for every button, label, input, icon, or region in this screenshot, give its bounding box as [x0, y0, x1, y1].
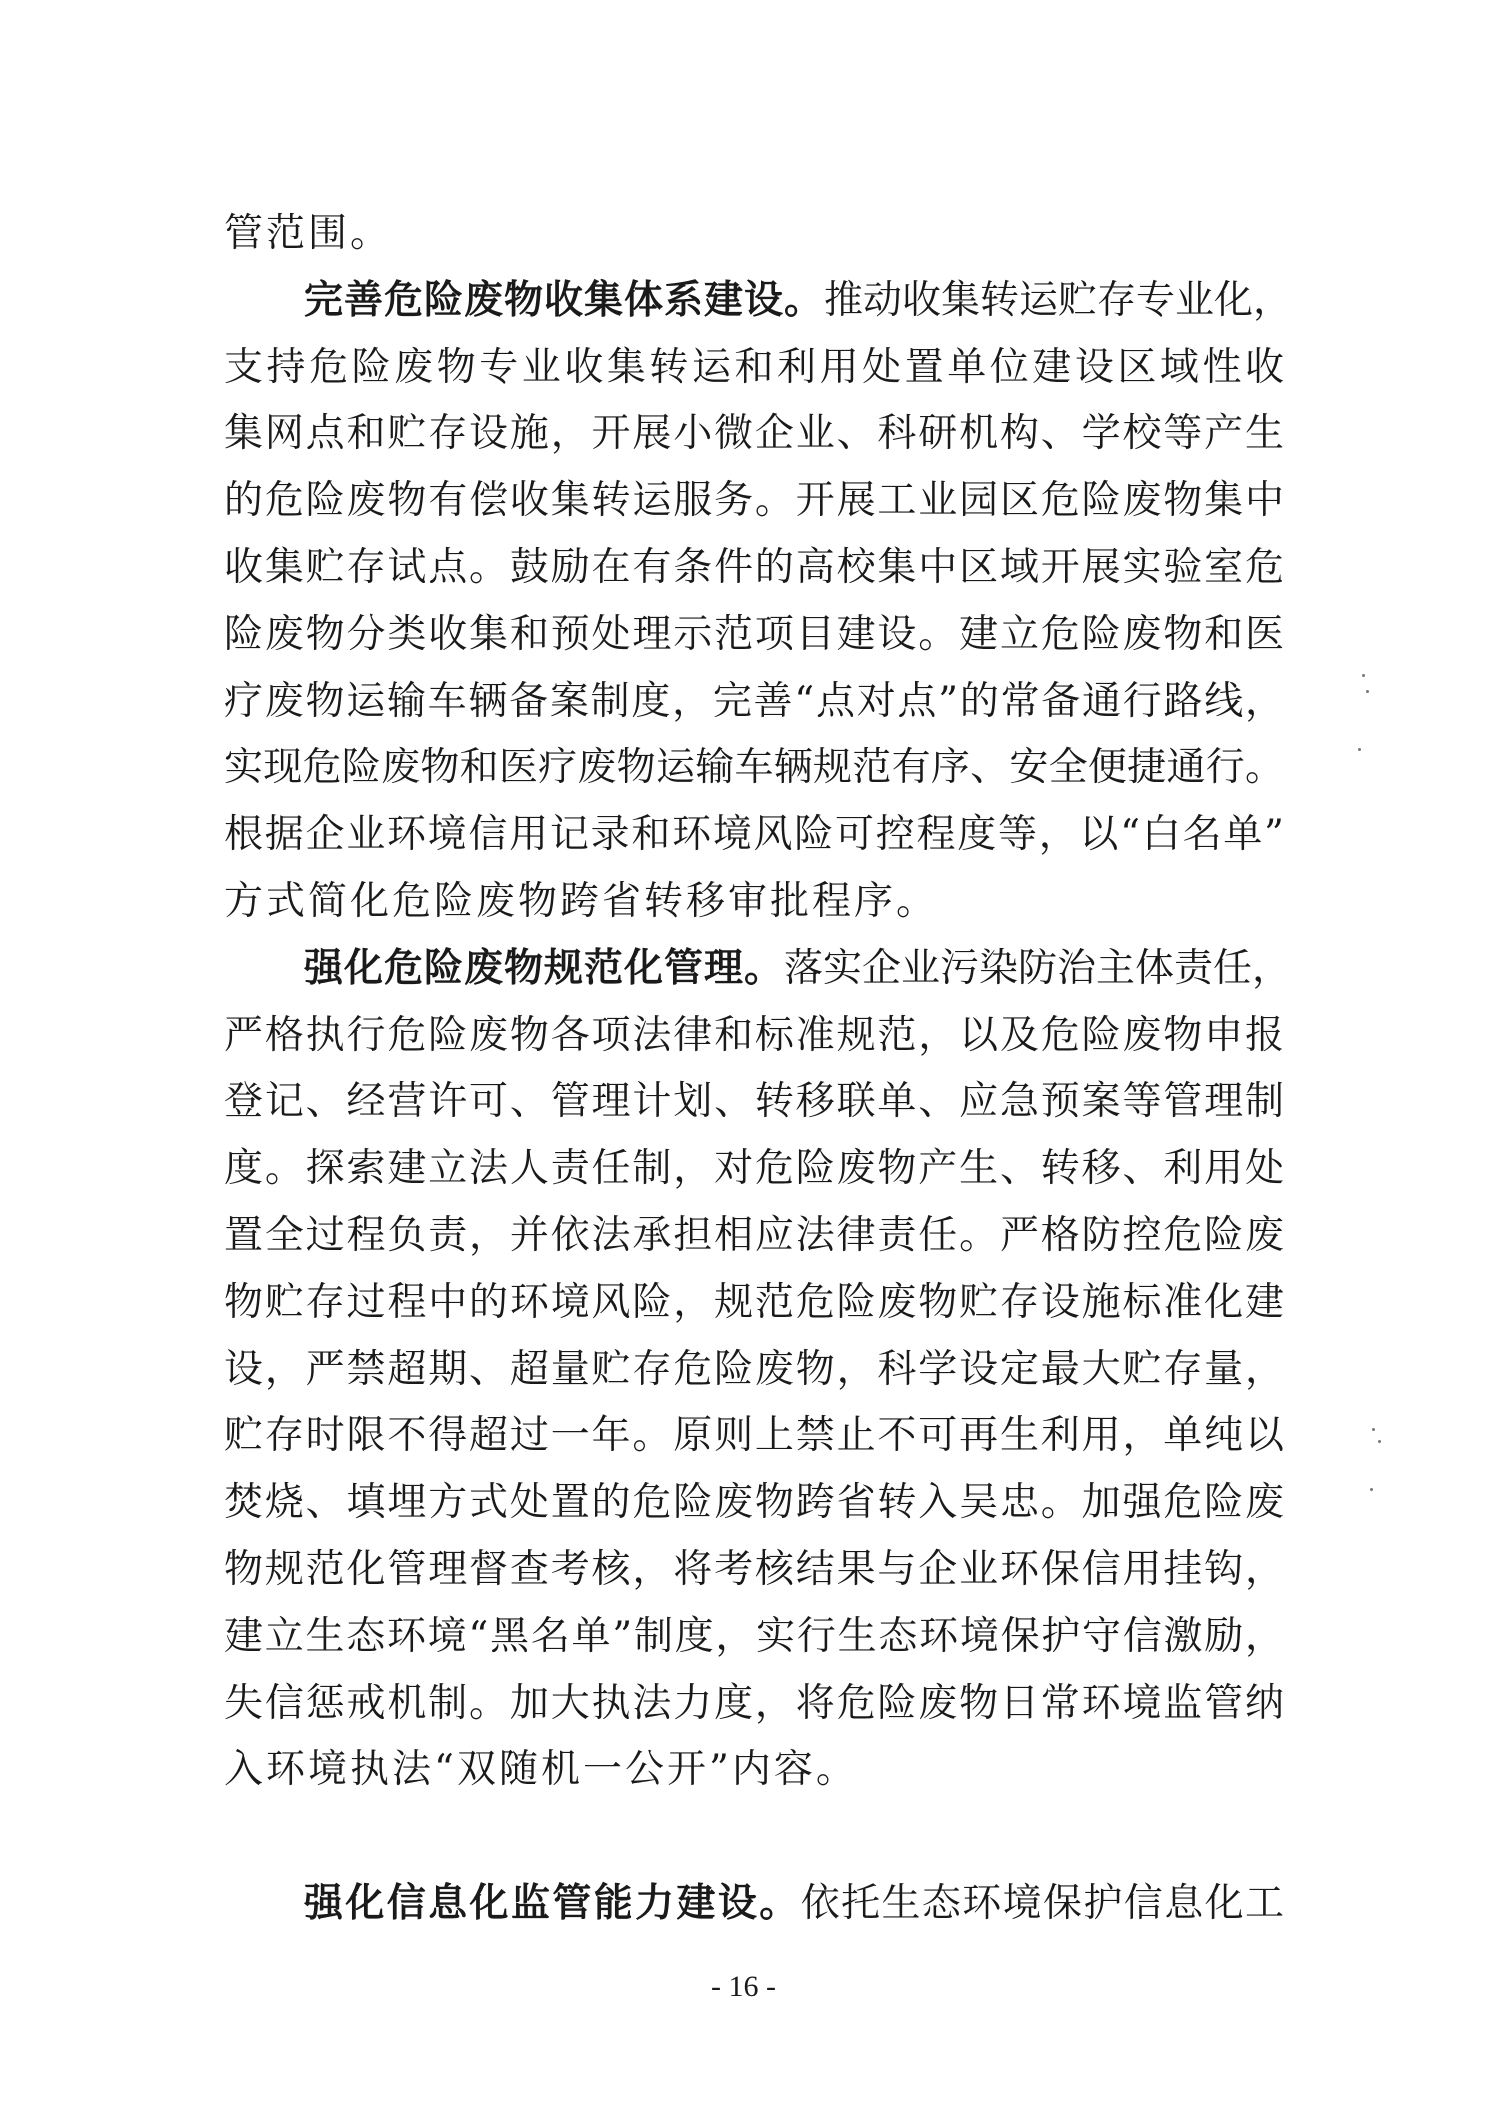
page-number: - 16 -	[711, 1970, 776, 2003]
text-line: 设，严禁超期、超量贮存危险废物，科学设定最大贮存量，	[224, 1347, 1284, 1392]
text-line: 管范围。	[224, 211, 393, 256]
text-line: 度。探索建立法人责任制，对危险废物产生、转移、利用处	[224, 1146, 1284, 1191]
paragraph-first-line	[304, 273, 1293, 329]
text-line: 物贮存过程中的环境风险，规范危险废物贮存设施标准化建	[224, 1280, 1284, 1325]
text-line: 支持危险废物专业收集转运和利用处置单位建设区域性收	[224, 345, 1284, 390]
text-line: 贮存时限不得超过一年。原则上禁止不可再生利用，单纯以	[224, 1413, 1284, 1458]
text-line: 焚烧、填埋方式处置的危险废物跨省转入吴忠。加强危险废	[224, 1480, 1284, 1525]
paragraph-first-line	[304, 941, 1292, 997]
text-line: 严格执行危险废物各项法律和标准规范，以及危险废物申报	[224, 1013, 1284, 1058]
text-line: 推动收集转运贮存专业化，	[824, 278, 1293, 323]
text-line: 建立生态环境“黑名单”制度，实行生态环境保护守信激励，	[224, 1614, 1284, 1659]
scan-speck	[1372, 1428, 1375, 1431]
text-line: 集网点和贮存设施，开展小微企业、科研机构、学校等产生	[224, 411, 1284, 456]
scan-speck	[1366, 690, 1369, 693]
text-line: 落实企业污染防治主体责任，	[784, 946, 1292, 991]
section-heading: 强化危险废物规范化管理。	[304, 946, 785, 991]
text-line: 入环境执法“双随机一公开”内容。	[224, 1747, 858, 1792]
text-line: 置全过程负责，并依法承担相应法律责任。严格防控危险废	[224, 1213, 1284, 1258]
text-line: 收集贮存试点。鼓励在有条件的高校集中区域开展实验室危	[224, 545, 1284, 590]
scan-speck	[1358, 748, 1361, 751]
text-line: 失信惩戒机制。加大执法力度，将危险废物日常环境监管纳	[224, 1681, 1284, 1726]
text-line: 物规范化管理督查考核，将考核结果与企业环保信用挂钩，	[224, 1547, 1284, 1592]
text-line: 实现危险废物和医疗废物运输车辆规范有序、安全便捷通行。	[224, 745, 1284, 790]
text-line: 方式简化危险废物跨省转移审批程序。	[224, 879, 939, 924]
text-line: 险废物分类收集和预处理示范项目建设。建立危险废物和医	[224, 612, 1284, 657]
paragraph-first-line	[304, 1876, 1284, 1932]
section-heading: 强化信息化监管能力建设。	[304, 1881, 801, 1926]
text-line: 登记、经营许可、管理计划、转移联单、应急预案等管理制	[224, 1079, 1284, 1124]
text-line: 的危险废物有偿收集转运服务。开展工业园区危险废物集中	[224, 478, 1284, 523]
scan-speck	[1378, 1440, 1381, 1443]
text-line: 疗废物运输车辆备案制度，完善“点对点”的常备通行路线，	[224, 679, 1284, 724]
section-heading: 完善危险废物收集体系建设。	[304, 278, 825, 323]
scan-speck	[1362, 674, 1365, 677]
text-line: 依托生态环境保护信息化工	[800, 1881, 1284, 1926]
scan-speck	[1370, 1488, 1373, 1491]
text-line: 根据企业环境信用记录和环境风险可控程度等，以“白名单”	[224, 812, 1284, 857]
